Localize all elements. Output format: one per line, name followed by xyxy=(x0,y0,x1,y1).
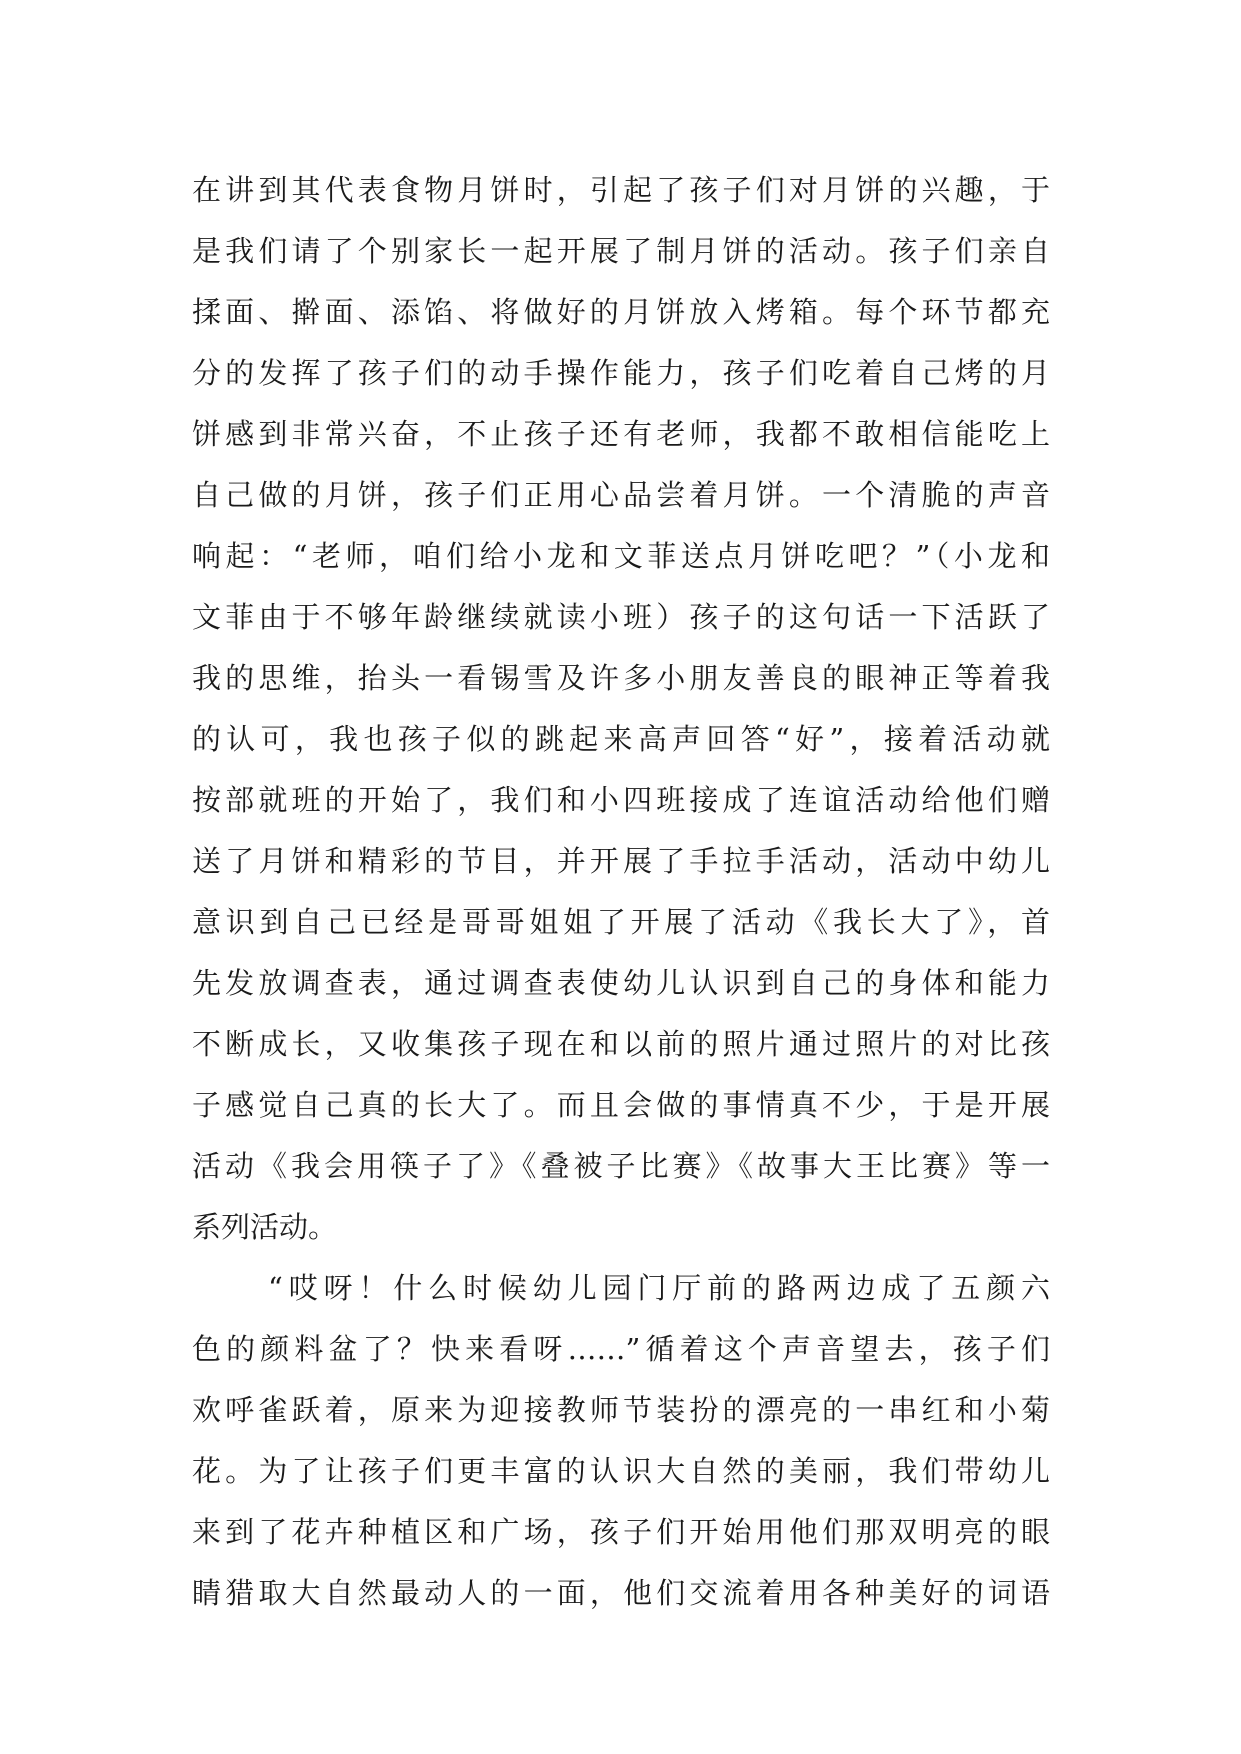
text-line: 我的思维，抬头一看锡雪及许多小朋友善良的眼神正等着我 xyxy=(192,661,1050,695)
text-line: 系列活动。 xyxy=(192,1210,338,1244)
text-line: 饼感到非常兴奋，不止孩子还有老师，我都不敢相信能吃上 xyxy=(192,417,1050,451)
text-line: 睛猎取大自然最动人的一面，他们交流着用各种美好的词语 xyxy=(192,1576,1050,1610)
text-line: 分的发挥了孩子们的动手操作能力，孩子们吃着自己烤的月 xyxy=(192,356,1050,390)
text-line: 子感觉自己真的长大了。而且会做的事情真不少，于是开展 xyxy=(192,1088,1050,1122)
text-line: 活动《我会用筷子了》《叠被子比赛》《故事大王比赛》等一 xyxy=(192,1149,1050,1183)
text-line: “哎呀！什么时候幼儿园门厅前的路两边成了五颜六 xyxy=(268,1271,1050,1305)
text-line: 来到了花卉种植区和广场，孩子们开始用他们那双明亮的眼 xyxy=(192,1515,1050,1549)
document-body xyxy=(192,160,1050,1624)
text-line: 不断成长，又收集孩子现在和以前的照片通过照片的对比孩 xyxy=(192,1027,1050,1061)
paragraph-1 xyxy=(192,160,1050,1258)
text-line: 色的颜料盆了？快来看呀……”循着这个声音望去，孩子们 xyxy=(192,1332,1050,1366)
text-line: 花。为了让孩子们更丰富的认识大自然的美丽，我们带幼儿 xyxy=(192,1454,1050,1488)
text-line: 先发放调查表，通过调查表使幼儿认识到自己的身体和能力 xyxy=(192,966,1050,1000)
text-line: 自己做的月饼，孩子们正用心品尝着月饼。一个清脆的声音 xyxy=(192,478,1050,512)
text-line: 是我们请了个别家长一起开展了制月饼的活动。孩子们亲自 xyxy=(192,234,1050,268)
text-line: 欢呼雀跃着，原来为迎接教师节装扮的漂亮的一串红和小菊 xyxy=(192,1393,1050,1427)
text-line: 送了月饼和精彩的节目，并开展了手拉手活动，活动中幼儿 xyxy=(192,844,1050,878)
text-line: 按部就班的开始了，我们和小四班接成了连谊活动给他们赠 xyxy=(192,783,1050,817)
text-line: 响起：“老师，咱们给小龙和文菲送点月饼吃吧？”（小龙和 xyxy=(192,539,1050,573)
text-line: 意识到自己已经是哥哥姐姐了开展了活动《我长大了》，首 xyxy=(192,905,1050,939)
text-line: 的认可，我也孩子似的跳起来高声回答“好”，接着活动就 xyxy=(192,722,1050,756)
text-line: 在讲到其代表食物月饼时，引起了孩子们对月饼的兴趣，于 xyxy=(192,173,1050,207)
paragraph-2 xyxy=(192,1258,1050,1624)
text-line: 揉面、擀面、添馅、将做好的月饼放入烤箱。每个环节都充 xyxy=(192,295,1050,329)
text-line: 文菲由于不够年龄继续就读小班）孩子的这句话一下活跃了 xyxy=(192,600,1050,634)
